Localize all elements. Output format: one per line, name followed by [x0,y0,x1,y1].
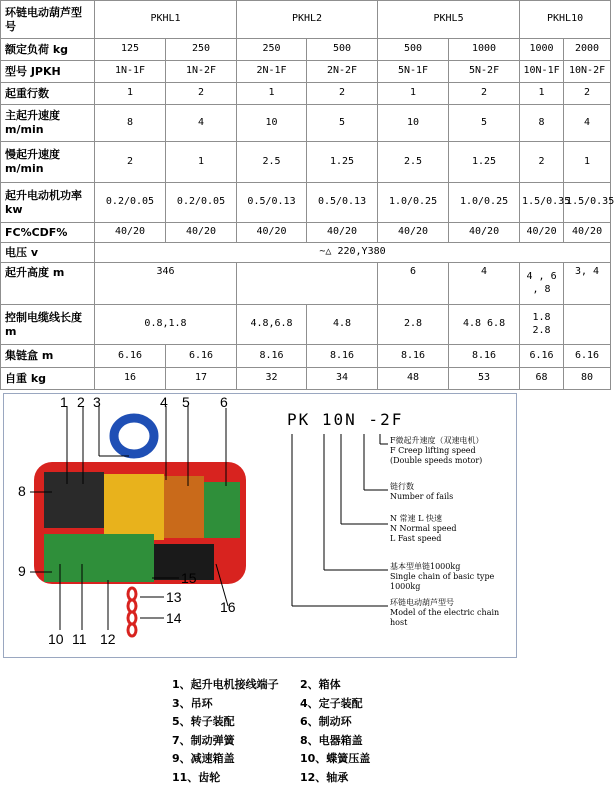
cell: 500 [378,39,449,61]
cell: 40/20 [378,223,449,243]
cell: 8.16 [378,345,449,368]
row-label: 慢起升速度 m/min [1,142,95,183]
cell: 8 [95,105,166,142]
cell: 2N-2F [307,61,378,83]
callout-1: 1 [60,394,68,410]
table-row [1,105,611,142]
cell: 250 [237,39,307,61]
cell: 0.5/0.13 [307,183,378,223]
callout-11: 11 [72,631,87,647]
cell: 4 [564,105,611,142]
cell: 53 [449,368,520,390]
cell: 8.16 [237,345,307,368]
cell: 1.0/0.25 [449,183,520,223]
cell: 40/20 [95,223,166,243]
cell: 40/20 [166,223,237,243]
group-pkhl1: PKHL1 [95,1,237,39]
cell: 10 [237,105,307,142]
callout-15: 15 [181,570,197,586]
cell: 0.8,1.8 [95,305,237,345]
cell: 4 [449,263,520,305]
parts-legend [172,676,432,787]
table-row [1,183,611,223]
list-item: 1、起升电机接线端子 2、箱体 [172,678,341,691]
callout-9: 9 [18,563,26,579]
cell: 1N-2F [166,61,237,83]
annotation-chain-falls: 链行数 Number of fails [390,482,454,501]
cell: 2000 [564,39,611,61]
callout-16: 16 [220,599,236,615]
cell: 2 [166,83,237,105]
cell: 40/20 [449,223,520,243]
table-row [1,305,611,345]
group-pkhl10: PKHL10 [520,1,611,39]
cell: 6.16 [166,345,237,368]
cell: 1000 [449,39,520,61]
cell: 40/20 [307,223,378,243]
cell: 6.16 [520,345,564,368]
cell: 34 [307,368,378,390]
table-row [1,61,611,83]
annotation-model: 环链电动葫芦型号 Model of the electric chain host [390,598,500,627]
cell: 4.8 [307,305,378,345]
cell: 1.0/0.25 [378,183,449,223]
table-row [1,39,611,61]
cell: 8.16 [449,345,520,368]
cell: 48 [378,368,449,390]
cell: 32 [237,368,307,390]
cell: 10N-1F [520,61,564,83]
cell: 0.5/0.13 [237,183,307,223]
row-label: 主起升速度 m/min [1,105,95,142]
cell: 1.5/0.35 [564,183,611,223]
cell: 8 [520,105,564,142]
list-item: 7、制动弹簧 8、电器箱盖 [172,733,363,747]
voltage-cell: ~△ 220,Y380 [95,243,611,263]
callout-4: 4 [160,394,168,410]
cell: 1 [564,142,611,183]
callout-6: 6 [220,394,228,410]
spec-table [0,0,614,390]
cell: 4.8,6.8 [237,305,307,345]
row-label: 额定负荷 kg [1,39,95,61]
row-label: 起升电动机功率 kw [1,183,95,223]
cell: 40/20 [520,223,564,243]
list-item: 5、转子装配 6、制动环 [172,715,352,728]
cell: 80 [564,368,611,390]
header-label: 环链电动葫芦型号 [1,1,95,39]
cell: 5 [449,105,520,142]
annotation-creep-speed: F微起升速度（双速电机） F Creep lifting speed (Double speeds motor) [390,436,484,465]
row-label: 电压 v [1,243,95,263]
cell: 1.25 [449,142,520,183]
callout-2: 2 [77,394,85,410]
row-label: 自重 kg [1,368,95,390]
list-item: 11、齿轮 12、轴承 [172,770,349,784]
group-pkhl2: PKHL2 [237,1,378,39]
cell: 2 [307,83,378,105]
cell: 2 [449,83,520,105]
cell: 5 [307,105,378,142]
row-label: FC%CDF% [1,223,95,243]
cell: 40/20 [237,223,307,243]
cell: 1N-1F [95,61,166,83]
row-label: 控制电缆线长度 m [1,305,95,345]
cell: 0.2/0.05 [95,183,166,223]
callout-14: 14 [166,610,182,626]
callout-10: 10 [48,631,64,647]
callout-5: 5 [182,394,190,410]
table-row [1,83,611,105]
callout-3: 3 [93,394,101,410]
row-label: 型号 JPKH [1,61,95,83]
cell: 250 [166,39,237,61]
table-row [1,243,611,263]
cell: 2N-1F [237,61,307,83]
model-code: PK 10N -2F [287,410,404,429]
annotation-basic-type: 基本型单链1000kg Single chain of basic type 1000kg [390,562,495,591]
table-row [1,263,611,305]
table-row [1,368,611,390]
cell: 4 , 6 , 8 [520,263,564,305]
cell: 10N-2F [564,61,611,83]
cell: 2.5 [237,142,307,183]
callout-8: 8 [18,483,26,499]
row-label: 起重行数 [1,83,95,105]
table-row [1,142,611,183]
cell: 1 [378,83,449,105]
cell: 1.25 [307,142,378,183]
cell: 4.8 6.8 [449,305,520,345]
cell: 2.8 [378,305,449,345]
table-row [1,223,611,243]
cell [564,305,611,345]
cell: 5N-1F [378,61,449,83]
cell: 68 [520,368,564,390]
cell: 16 [95,368,166,390]
header-row [1,1,611,39]
group-pkhl5: PKHL5 [378,1,520,39]
cell: 1.8 2.8 [520,305,564,345]
cell: 1 [520,83,564,105]
cell: 40/20 [564,223,611,243]
cell: 6.16 [95,345,166,368]
cell: 2 [564,83,611,105]
callout-13: 13 [166,589,182,605]
cell: 2 [95,142,166,183]
cell: 8.16 [307,345,378,368]
cell: 1000 [520,39,564,61]
cell: 3, 4 [564,263,611,305]
cell: 1 [95,83,166,105]
annotation-speed-type: N 常速 L 快速 N Normal speed L Fast speed [390,514,457,543]
cell: 6 [378,263,449,305]
cell: 4 [166,105,237,142]
cell: 2 [520,142,564,183]
list-item: 3、吊环 4、定子装配 [172,696,363,710]
list-item: 9、减速箱盖 10、蝶簧压盖 [172,752,371,765]
cell: 2.5 [378,142,449,183]
cell: 1 [237,83,307,105]
cell [237,263,378,305]
cell: 5N-2F [449,61,520,83]
cell: 346 [95,263,237,305]
cell: 1.5/0.35 [520,183,564,223]
row-label: 起升高度 m [1,263,95,305]
cell: 6.16 [564,345,611,368]
table-row [1,345,611,368]
cell: 125 [95,39,166,61]
cell: 10 [378,105,449,142]
cell: 1 [166,142,237,183]
row-label: 集链盒 m [1,345,95,368]
cell: 0.2/0.05 [166,183,237,223]
hoist-diagram [3,393,517,658]
callout-12: 12 [100,631,116,647]
cell: 17 [166,368,237,390]
cell: 500 [307,39,378,61]
